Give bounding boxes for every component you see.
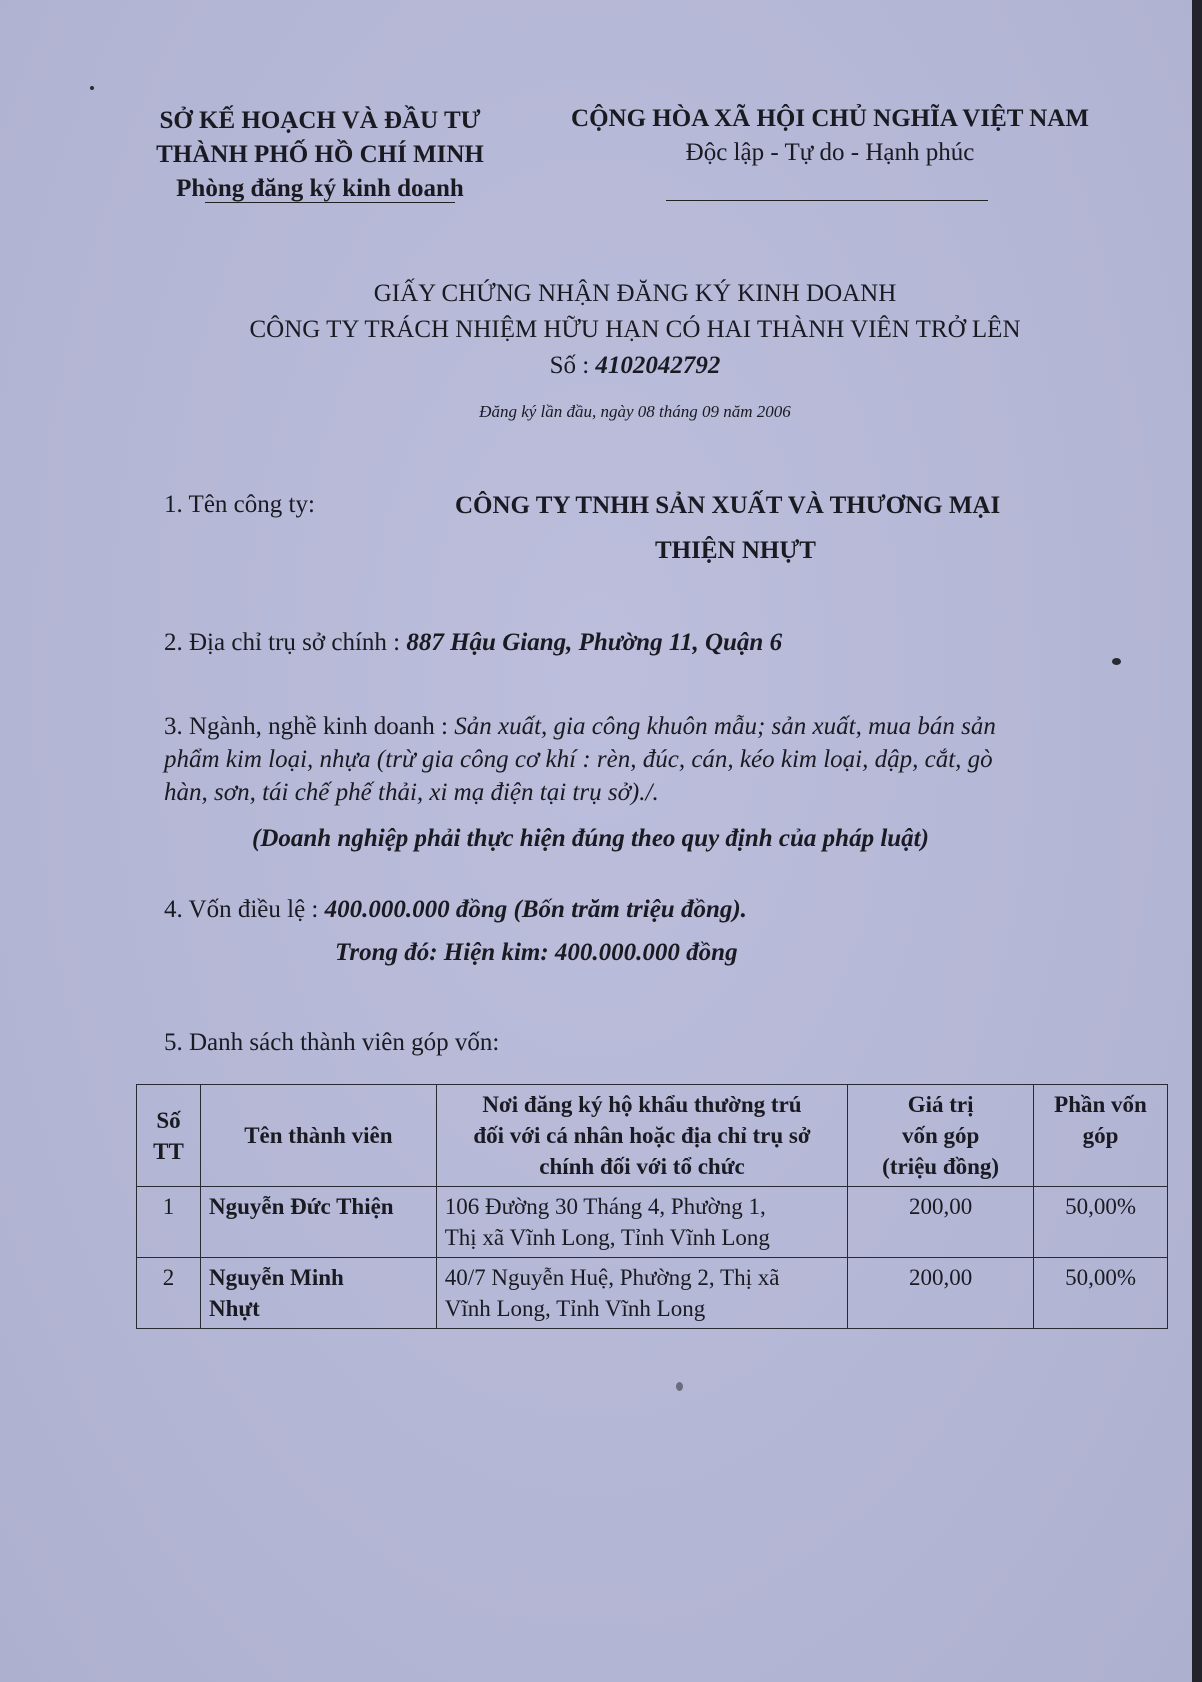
scan-speck	[90, 86, 94, 90]
address-line-2: Thị xã Vĩnh Long, Tỉnh Vĩnh Long	[444, 1225, 770, 1250]
issuing-authority	[120, 104, 520, 207]
section-2	[164, 626, 782, 659]
header-value-line-2: vốn góp	[901, 1123, 980, 1148]
authority-line-3: Phòng đăng ký kinh doanh	[176, 175, 464, 202]
address-line-1: 106 Đường 30 Tháng 4, Phường 1,	[444, 1194, 766, 1219]
header-stt	[137, 1085, 201, 1187]
business-lines-3: hàn, sơn, tái chế phế thải, xi mạ điện tại trụ sở)./.	[164, 779, 659, 806]
title-line-2: CÔNG TY TRÁCH NHIỆM HỮU HẠN CÓ HAI THÀNH VIÊN TRỞ LÊN	[249, 316, 1021, 343]
head-office-address: 887 Hậu Giang, Phường 11, Quận 6	[406, 629, 783, 656]
title-line-1: GIẤY CHỨNG NHẬN ĐĂNG KÝ KINH DOANH	[373, 280, 897, 307]
member-name-line-1: Nguyễn Minh	[208, 1265, 344, 1290]
row-capital-share: 50,00%	[1034, 1258, 1168, 1329]
row-member-name	[200, 1187, 436, 1258]
country-name: CỘNG HÒA XÃ HỘI CHỦ NGHĨA VIỆT NAM	[571, 105, 1089, 132]
section-3-label: 3. Ngành, nghề kinh doanh :	[164, 713, 448, 740]
scan-speck	[1112, 658, 1121, 665]
member-name-line-1: Nguyễn Đức Thiện	[208, 1194, 394, 1219]
header-value-line-1: Giá trị	[907, 1092, 974, 1117]
scan-edge	[1192, 0, 1202, 1682]
motto-line: Độc lập - Tự do - Hạnh phúc	[685, 139, 975, 166]
table-header-row	[137, 1085, 1168, 1187]
business-lines-2: phẩm kim loại, nhựa (trừ gia công cơ khí : rèn, đúc, cán, kéo kim loại, dập, cắt, gò	[164, 746, 993, 773]
registration-date: Đăng ký lần đầu, ngày 08 tháng 09 năm 2006	[479, 402, 791, 421]
row-stt: 2	[137, 1258, 201, 1329]
header-stt-line-2: TT	[153, 1138, 184, 1164]
row-address	[436, 1187, 847, 1258]
section-1-label: 1. Tên công ty:	[164, 491, 315, 518]
header-address-line-2: đối với cá nhân hoặc địa chỉ trụ sở	[473, 1123, 811, 1148]
motto-underline	[666, 200, 988, 201]
header-address-line-3: chính đối với tổ chức	[539, 1154, 745, 1179]
national-motto	[540, 102, 1120, 181]
header-capital-share	[1034, 1085, 1168, 1187]
table-row	[137, 1258, 1168, 1329]
authority-line-1: SỞ KẾ HOẠCH VÀ ĐẦU TƯ	[159, 107, 481, 134]
row-stt: 1	[137, 1187, 201, 1258]
members-table	[136, 1084, 1168, 1329]
header-capital-value	[848, 1085, 1034, 1187]
legal-compliance-note: (Doanh nghiệp phải thực hiện đúng theo quy định của pháp luật)	[252, 825, 929, 852]
address-line-2: Vĩnh Long, Tỉnh Vĩnh Long	[444, 1296, 706, 1321]
certificate-title	[140, 276, 1130, 384]
business-lines-1: Sản xuất, gia công khuôn mẫu; sản xuất, mua bán sản	[454, 713, 996, 740]
charter-capital: 400.000.000 đồng (Bốn trăm triệu đồng).	[324, 896, 747, 923]
section-4-label: 4. Vốn điều lệ :	[164, 896, 319, 923]
section-2-label: 2. Địa chỉ trụ sở chính :	[164, 629, 401, 656]
row-capital-value: 200,00	[848, 1258, 1034, 1329]
certificate-number-line	[140, 348, 1130, 384]
scan-speck	[676, 1382, 683, 1391]
certificate-number: 4102042792	[595, 352, 721, 379]
company-name-line-1: CÔNG TY TNHH SẢN XUẤT VÀ THƯƠNG MẠI	[455, 492, 1001, 519]
company-name-line-2: THIỆN NHỰT	[655, 537, 816, 564]
address-line-1: 40/7 Nguyễn Huệ, Phường 2, Thị xã	[444, 1265, 780, 1290]
header-share-line-2: góp	[1082, 1123, 1119, 1148]
authority-line-2: THÀNH PHỐ HỒ CHÍ MINH	[156, 141, 484, 168]
header-member-name: Tên thành viên	[200, 1085, 436, 1187]
certificate-number-label: Số :	[549, 352, 590, 379]
header-address-line-1: Nơi đăng ký hộ khẩu thường trú	[482, 1092, 802, 1117]
header-value-line-3: (triệu đồng)	[882, 1154, 1000, 1179]
authority-underline	[205, 202, 455, 203]
header-address	[436, 1085, 847, 1187]
section-3-line-1	[164, 710, 996, 743]
section-5-label: 5. Danh sách thành viên góp vốn:	[164, 1029, 500, 1056]
row-member-name	[200, 1258, 436, 1329]
member-name-line-2: Nhựt	[208, 1296, 260, 1321]
header-share-line-1: Phần vốn	[1054, 1092, 1147, 1117]
capital-detail: Trong đó: Hiện kim: 400.000.000 đồng	[335, 939, 738, 966]
table-row	[137, 1187, 1168, 1258]
row-capital-share: 50,00%	[1034, 1187, 1168, 1258]
row-address	[436, 1258, 847, 1329]
section-4	[164, 893, 747, 926]
header-stt-line-1: Số	[156, 1107, 181, 1133]
row-capital-value: 200,00	[848, 1187, 1034, 1258]
